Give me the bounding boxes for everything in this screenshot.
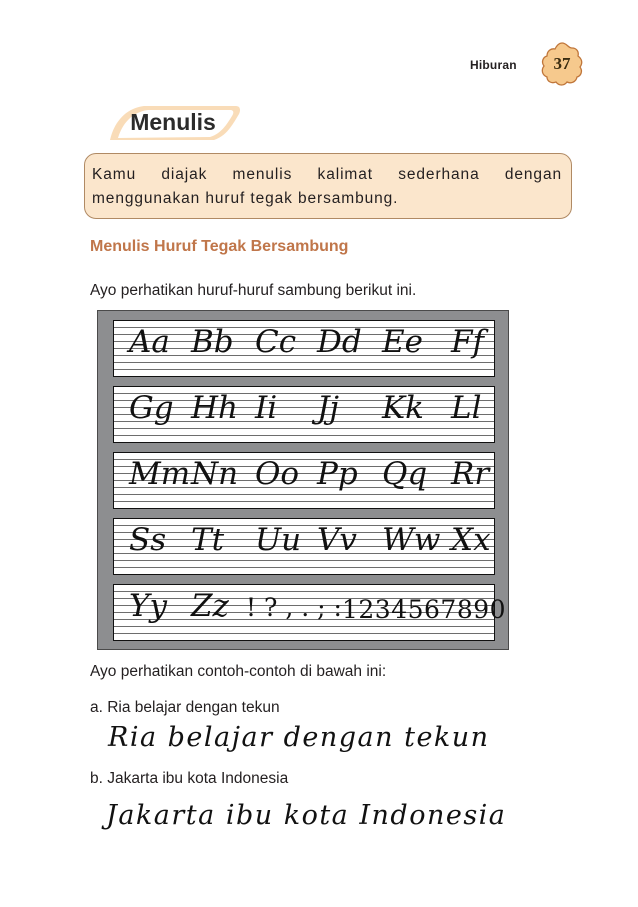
- alphabet-glyph: Ll: [451, 390, 482, 426]
- digit-glyphs: 1234567890: [342, 595, 507, 624]
- example-b-printed: b. Jakarta ibu kota Indonesia: [90, 770, 289, 787]
- example-a-printed: a. Ria belajar dengan tekun: [90, 699, 280, 716]
- alphabet-glyph: Ww: [382, 522, 441, 558]
- alphabet-glyph: Tt: [191, 522, 225, 558]
- subheading: Menulis Huruf Tegak Bersambung: [90, 238, 349, 255]
- alphabet-glyph: Ff: [451, 324, 484, 360]
- alphabet-glyph: Vv: [317, 522, 357, 558]
- section-tab: [104, 104, 242, 142]
- alphabet-row-4: [113, 518, 495, 575]
- alphabet-glyph: Yy: [129, 588, 167, 624]
- alphabet-glyph: Ee: [382, 324, 423, 360]
- alphabet-row-3: [113, 452, 495, 509]
- alphabet-glyph: Uu: [255, 522, 302, 558]
- example-a-cursive: Ria belajar dengan tekun: [108, 722, 490, 753]
- alphabet-glyph: Xx: [451, 522, 491, 558]
- page-number-badge: [538, 40, 586, 88]
- alphabet-glyph: Qq: [382, 456, 428, 492]
- alphabet-glyph: Cc: [255, 324, 297, 360]
- alphabet-glyph: Ii: [255, 390, 278, 426]
- cursive-alphabet-board: [97, 310, 509, 650]
- alphabet-glyph: Bb: [191, 324, 234, 360]
- example-b-cursive: Jakarta ibu kota Indonesia: [106, 800, 507, 831]
- alphabet-row-5: [113, 584, 507, 641]
- alphabet-row-2: [113, 386, 495, 443]
- alphabet-glyph: Mm: [129, 456, 191, 492]
- alphabet-glyph: Pp: [317, 456, 358, 492]
- page-number: 37: [553, 54, 571, 73]
- alphabet-glyph: Dd: [317, 324, 362, 360]
- alphabet-glyph: Jj: [317, 390, 340, 426]
- alphabet-glyph: Kk: [382, 390, 424, 426]
- alphabet-glyph: Ss: [129, 522, 167, 558]
- paragraph-1: Ayo perhatikan huruf-huruf sambung berikut ini.: [90, 282, 417, 299]
- alphabet-row-1: [113, 320, 495, 377]
- intro-text: Kamu diajak menulis kalimat sederhana dengan menggunakan huruf tegak bersambung.: [92, 166, 562, 207]
- alphabet-glyph: Zz: [191, 588, 229, 624]
- alphabet-glyph: Rr: [451, 456, 490, 492]
- alphabet-glyph: Gg: [129, 390, 174, 426]
- alphabet-glyph: Nn: [191, 456, 239, 492]
- section-title: Menulis: [130, 109, 216, 135]
- paragraph-2: Ayo perhatikan contoh-contoh di bawah ini:: [90, 663, 387, 680]
- punctuation-glyphs: ! ? , . ; :: [246, 593, 342, 622]
- alphabet-glyph: Oo: [255, 456, 300, 492]
- section-label: Hiburan: [470, 58, 517, 72]
- alphabet-glyph: Aa: [129, 324, 170, 360]
- alphabet-glyph: Hh: [191, 390, 238, 426]
